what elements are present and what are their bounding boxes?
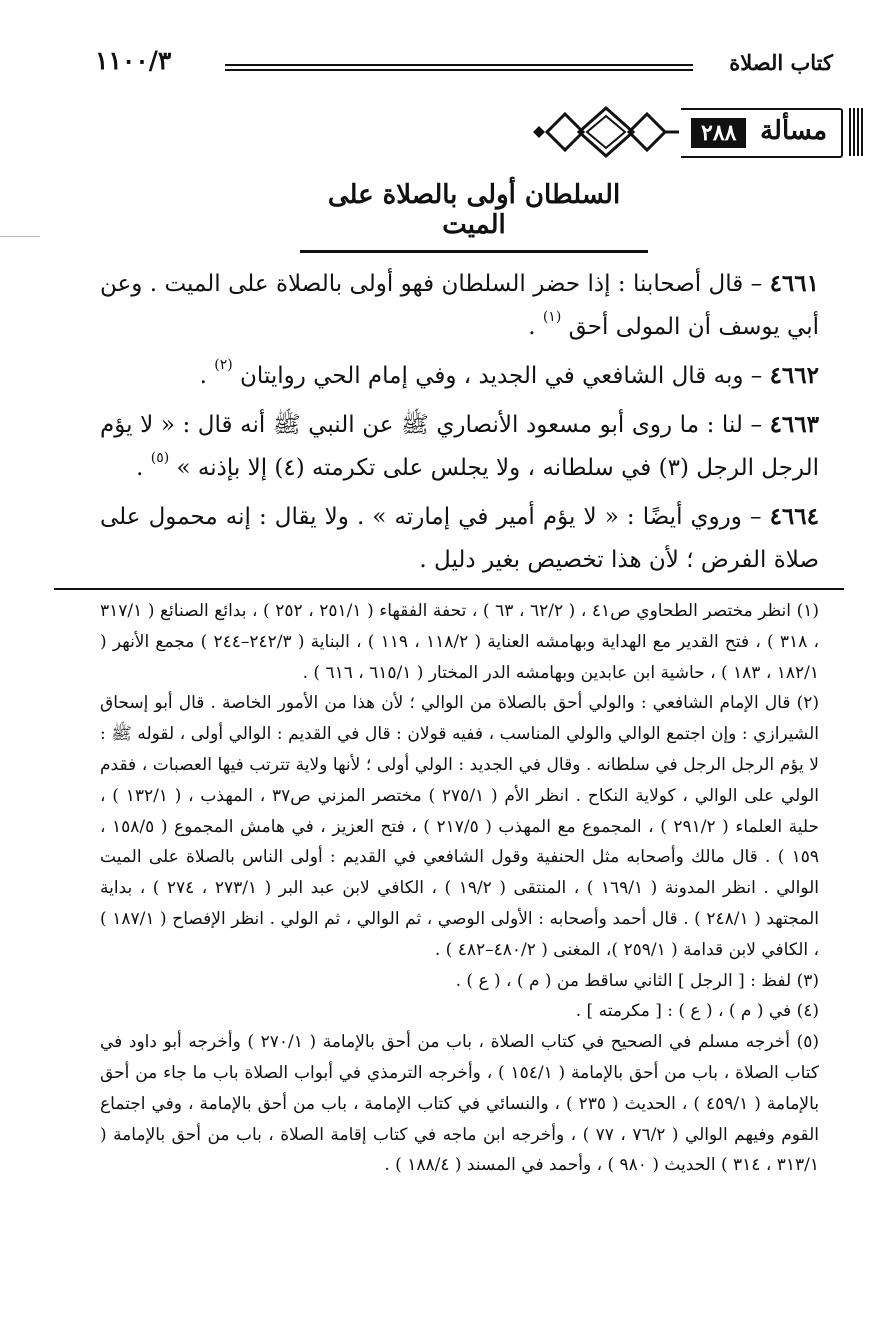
paragraph-number: ٤٦٦٢ [769,362,819,389]
section-heading-block [300,180,648,253]
paragraph-tail: . [528,314,543,340]
section-heading: السلطان أولى بالصلاة على الميت [327,180,621,240]
paragraph-number: ٤٦٦٣ [769,411,819,438]
book-title: كتاب الصلاة [729,50,833,75]
paragraph [100,354,819,398]
footnote: (٤) في ( م ) ، ( ع ) : [ مكرمته ] . [575,1001,819,1022]
footnote-ref: (٥) [150,450,170,466]
banner-bars-ornament [847,108,863,156]
main-text [100,262,819,587]
masala-number: ٢٨٨ [691,118,746,148]
paragraph-tail: . [199,363,215,389]
footnote: (٢) قال الإمام الشافعي : والولي أحق بالصلاة من الوالي ؛ لأن هذا من الأمور الخاصة . قال أبو إسحاق الشيرازي : وإن اجتمع الوالي والولي المناسب ، ففيه قولان : قال في القديم : الوالي أولى ، لقوله ﷺ : لا يؤم الرجل الرجل في سلطانه . وقال في الجديد : الولي أولى ؛ لأنها ولاية تترتب فيها العصبات ، فقدم الولي على الوالي ، كولاية النكاح . انظر الأم ( ٢٧٥/١ ) مختصر المزني ص٣٧ ، المهذب ، ( ١٣٢/١ ) ، حلية العلماء ( ٢٩١/٢ ) ، المجموع مع المهذب ( ٢١٧/٥ ) ، فتح العزيز ، في هامش المجموع ( ١٥٨/٥ ، ١٥٩ ) . قال مالك وأصحابه مثل الحنفية وقول الشافعي في القديم : أولى الناس بالصلاة على الميت الوالي . انظر المدونة ( ١٦٩/١ ) ، المنتقى ( ١٩/٢ ) ، الكافي لابن عبد البر ( ٢٧٣/١ ، ٢٧٤ ) ، بداية المجتهد ( ٢٤٨/١ ) . قال أحمد وأصحابه : الأولى الوصي ، ثم الوالي ، ثم الولي . انظر الإفصاح ( ١٨٧/١ ) ، الكافي لابن قدامة ( ٢٥٩/١ )، المغنى ( ٤٨٠/٢–٤٨٢ ) . [100,693,820,960]
header-rule [225,64,693,71]
masala-banner [523,104,863,160]
running-header [95,44,833,84]
margin-mark [0,236,40,237]
paragraph-text: – قال أصحابنا : إذا حضر السلطان فهو أولى بالصلاة على الميت . وعن أبي يوسف أن المولى أحق [100,271,819,340]
heading-underline [300,250,648,253]
page-reference: ١١٠٠/٣ [95,46,172,75]
footnotes [100,596,819,1181]
footnote: (٥) أخرجه مسلم في الصحيح في كتاب الصلاة ، باب من أحق بالإمامة ( ٢٧٠/١ ) وأخرجه أبو داود في كتاب الصلاة ، باب من أحق بالإمامة ( ١٥٤/١ ) ، وأخرجه الترمذي في أبواب الصلاة باب ما جاء من أحق بالإمامة ( ٤٥٩/١ ) ، الحديث ( ٢٣٥ ) ، والنسائي في كتاب الإمامة ، باب من أحق بالإمامة ، وفي اجتماع القوم وفيهم الوالي ( ٧٦/٢ ، ٧٧ ) ، وأخرجه ابن ماجه في كتاب إقامة الصلاة ، باب من أحق بالإمامة ( ٣١٣/١ ، ٣١٤ ) الحديث ( ٩٨٠ ) ، وأحمد في المسند ( ١٨٨/٤ ) . [100,1032,820,1176]
paragraph-number: ٤٦٦١ [769,270,819,297]
footnote: (٣) لفظ : [ الرجل ] الثاني ساقط من ( م ) ، ( ع ) . [455,970,819,991]
paragraph-text: – وروي أيضًا : « لا يؤم أمير في إمارته » . ولا يقال : إنه محمول على صلاة الفرض ؛ لأن هذا تخصيص بغير دليل . [100,504,819,573]
footnote-separator [54,588,844,590]
masala-box [681,108,843,158]
paragraph-text: – وبه قال الشافعي في الجديد ، وفي إمام الحي روايتان [232,363,770,389]
paragraph-tail: . [136,455,151,481]
paragraph [100,403,819,490]
geometric-ornament-icon [531,104,681,160]
masala-label: مسألة [760,116,827,146]
footnote: (١) انظر مختصر الطحاوي ص٤١ ، ( ٦٢/٢ ، ٦٣ ) ، تحفة الفقهاء ( ٢٥١/١ ، ٢٥٢ ) ، بدائع الصنائع ( ٣١٧/١ ، ٣١٨ ) ، فتح القدير مع الهداية وبهامشه العناية ( ١١٨/٢ ، ١١٩ ) ، البناية ( ٢٤٢/٣–٢٤٤ ) مجمع الأنهر ( ١٨٢/١ ، ١٨٣ ) ، حاشية ابن عابدين وبهامشه الدر المختار ( ٦١٥/١ ، ٦١٦ ) . [100,601,819,683]
paragraph-number: ٤٦٦٤ [769,503,819,530]
paragraph [100,262,819,349]
paragraph-text: – لنا : ما روى أبو مسعود الأنصاري ﷺ عن النبي ﷺ أنه قال : « لا يؤم الرجل الرجل (٣) في سلطانه ، ولا يجلس على تكرمته (٤) إلا بإذنه » [100,412,819,481]
footnote-ref: (١) [542,309,562,325]
footnote-ref: (٢) [214,357,233,373]
paragraph [100,495,819,582]
